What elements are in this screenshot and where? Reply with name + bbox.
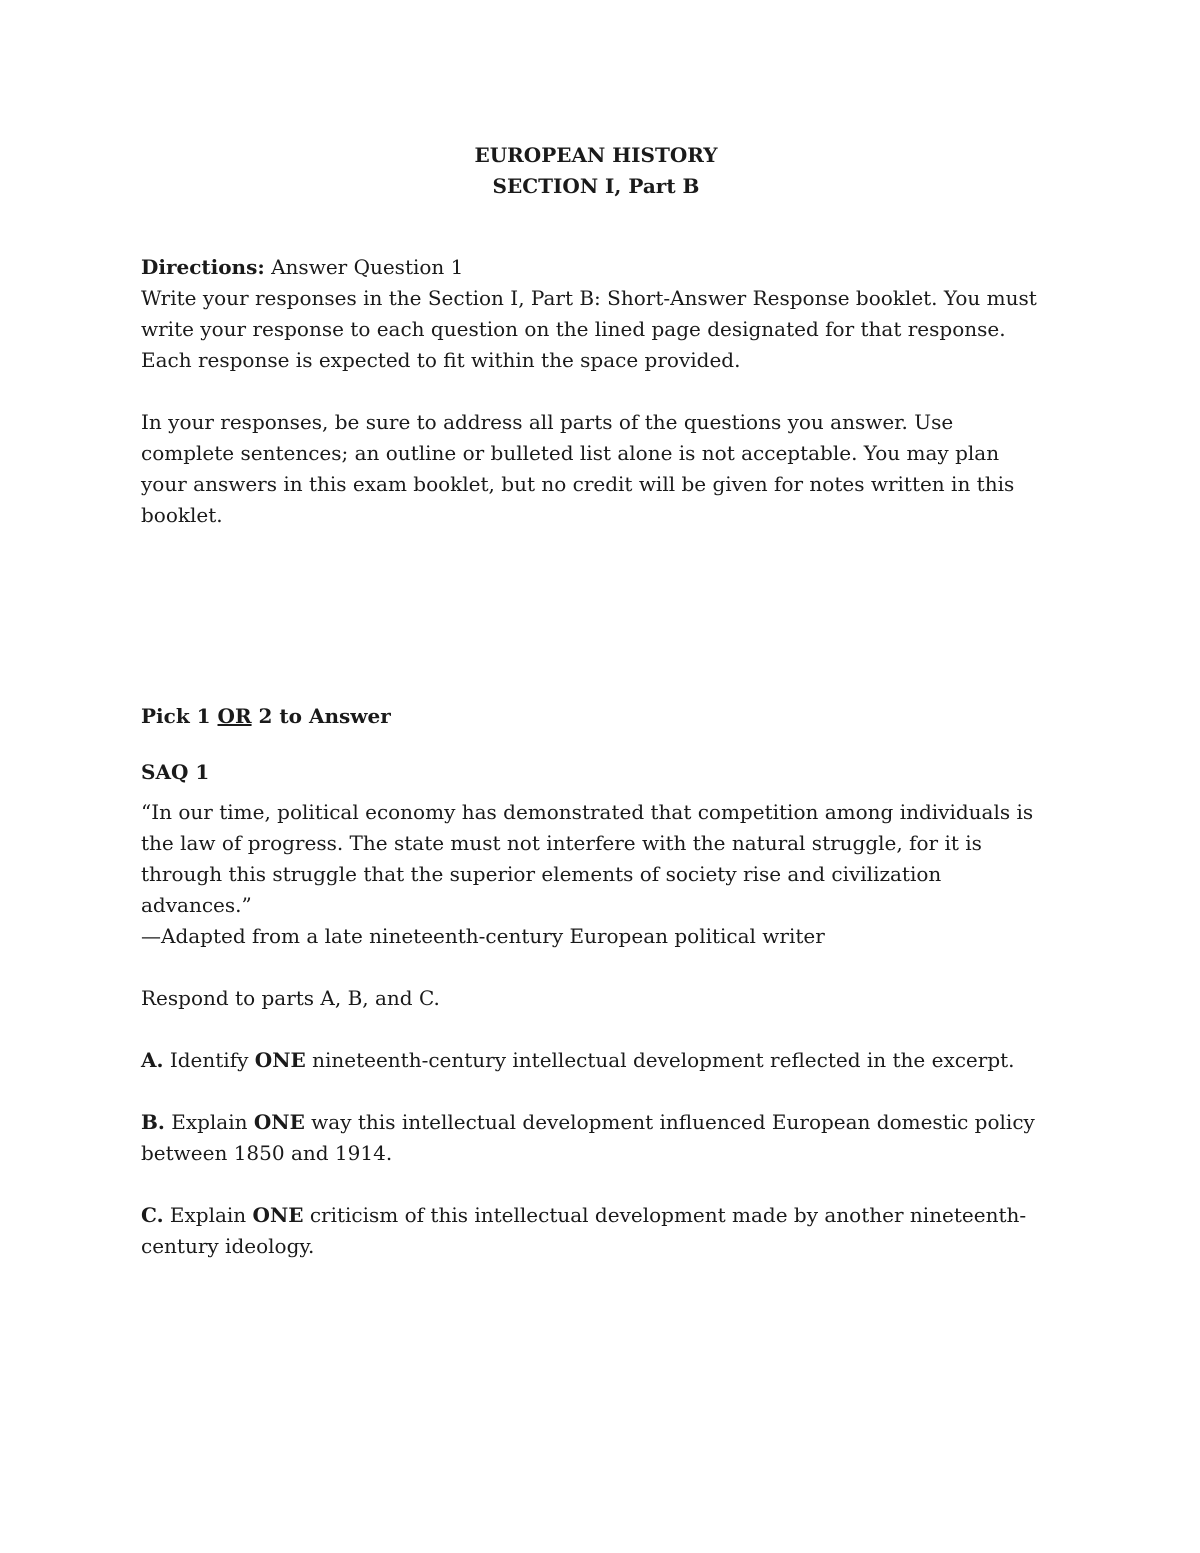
document-header	[141, 140, 1051, 202]
directions-line	[141, 252, 1051, 283]
saq-title: SAQ 1	[141, 760, 210, 784]
saq-attribution: —Adapted from a late nineteenth-century European political writer	[141, 924, 825, 948]
directions-text: Answer Question 1	[264, 255, 464, 279]
saq-instruction: Respond to parts A, B, and C.	[141, 986, 440, 1010]
directions-paragraph-2: In your responses, be sure to address all parts of the questions you answer. Use complete sentences; an outline or bulleted list alone is not acceptable. You may plan your answers in this exam booklet, but no credit will be given for notes written in this booklet.	[141, 410, 1015, 527]
pick-suffix: 2 to Answer	[251, 704, 391, 728]
pick-instruction	[141, 701, 1051, 732]
directions-label: Directions:	[141, 255, 265, 279]
saq-part-c: C. Explain ONE criticism of this intellectual development made by another nineteenth-century ideology.	[141, 1203, 1027, 1258]
section-title: SECTION I, Part B	[492, 174, 700, 198]
saq-quote: “In our time, political economy has demonstrated that competition among individuals is the law of progress. The state must not interfere with the natural struggle, for it is through this struggle that the superior elements of society rise and civilization advances.”	[141, 800, 1034, 917]
saq-block	[141, 757, 1051, 1262]
pick-or: OR	[217, 704, 252, 728]
exam-title: EUROPEAN HISTORY	[474, 143, 718, 167]
saq-part-b: B. Explain ONE way this intellectual development influenced European domestic policy between 1850 and 1914.	[141, 1110, 1035, 1165]
directions-paragraph-1: Write your responses in the Section I, Part B: Short-Answer Response booklet. You must write your response to each question on the lined page designated for that response. Each response is expected to fit within the space provided.	[141, 286, 1037, 372]
document-page	[141, 140, 1051, 1262]
part-c-label: C.	[141, 1203, 164, 1227]
part-b-label: B.	[141, 1110, 165, 1134]
directions-block	[141, 252, 1051, 531]
part-a-label: A.	[141, 1048, 164, 1072]
saq-part-a: A. Identify ONE nineteenth-century intellectual development reflected in the excerpt.	[141, 1048, 1015, 1072]
pick-prefix: Pick 1	[141, 704, 218, 728]
